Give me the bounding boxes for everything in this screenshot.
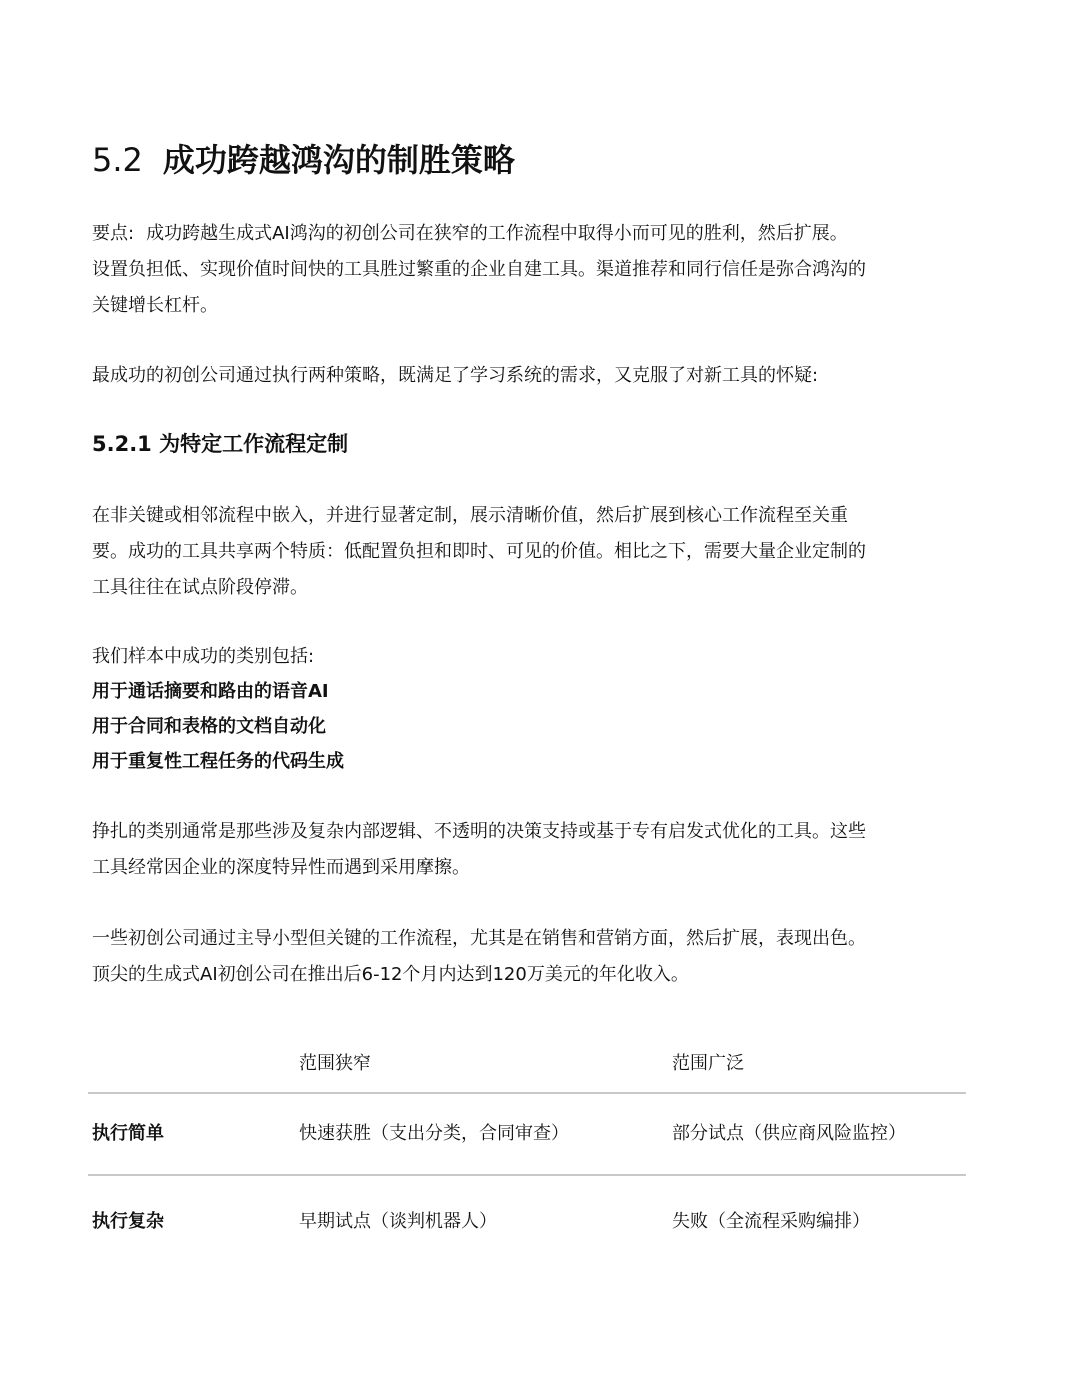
paragraph-line: 要。成功的工具共享两个特质：低配置负担和即时、可见的价值。相比之下，需要大量企业定制的 <box>92 541 866 562</box>
paragraph-line: 挣扎的类别通常是那些涉及复杂内部逻辑、不透明的决策支持或基于专有启发式优化的工具。这些 <box>92 821 866 842</box>
matrix-column-header: 范围广泛 <box>672 1053 744 1074</box>
section-number: 5.2 <box>92 141 143 179</box>
key-points-line: 关键增长杠杆。 <box>92 295 218 316</box>
struggling-paragraph <box>92 814 962 886</box>
matrix-divider <box>88 1092 966 1094</box>
paragraph-line: 在非关键或相邻流程中嵌入，并进行显著定制，展示清晰价值，然后扩展到核心工作流程至关重 <box>92 505 848 526</box>
paragraph-line: 一些初创公司通过主导小型但关键的工作流程，尤其是在销售和营销方面，然后扩展，表现出色。 <box>92 928 866 949</box>
matrix-row-header: 执行简单 <box>92 1123 164 1144</box>
matrix-cell: 早期试点（谈判机器人） <box>299 1211 497 1232</box>
subsection-title: 5.2.1 为特定工作流程定制 <box>92 432 349 456</box>
matrix-cell: 快速获胜（支出分类，合同审查） <box>299 1123 569 1144</box>
paragraph-line: 顶尖的生成式AI初创公司在推出后6-12个月内达到120万美元的年化收入。 <box>92 964 689 985</box>
outcomes-paragraph <box>92 921 962 993</box>
key-points-label: 要点: <box>92 223 135 244</box>
key-points-line: 成功跨越生成式AI鸿沟的初创公司在狭窄的工作流程中取得小而可见的胜利，然后扩展。 <box>146 223 848 244</box>
key-points-paragraph <box>92 216 962 324</box>
matrix-column-header: 范围狭窄 <box>299 1053 371 1074</box>
strategy-matrix-table <box>88 1044 966 1232</box>
success-category: 用于通话摘要和路由的语音AI <box>92 681 329 702</box>
key-points-line: 设置负担低、实现价值时间快的工具胜过繁重的企业自建工具。渠道推荐和同行信任是弥合鸿沟的 <box>92 259 866 280</box>
matrix-row <box>88 1114 966 1158</box>
matrix-cell: 失败（全流程采购编排） <box>672 1211 870 1232</box>
success-category: 用于合同和表格的文档自动化 <box>92 716 326 737</box>
success-category: 用于重复性工程任务的代码生成 <box>92 751 344 772</box>
matrix-header-row <box>88 1044 966 1088</box>
section-title <box>92 138 515 182</box>
section-heading: 成功跨越鸿沟的制胜策略 <box>162 141 515 179</box>
matrix-row-header: 执行复杂 <box>92 1211 164 1232</box>
matrix-cell: 部分试点（供应商风险监控） <box>672 1123 906 1144</box>
paragraph-line: 工具经常因企业的深度特异性而遇到采用摩擦。 <box>92 857 470 878</box>
intro-paragraph: 最成功的初创公司通过执行两种策略，既满足了学习系统的需求，又克服了对新工具的怀疑: <box>92 365 819 386</box>
categories-intro: 我们样本中成功的类别包括: <box>92 646 315 667</box>
matrix-row <box>88 1202 966 1246</box>
matrix-divider <box>88 1174 966 1176</box>
customization-paragraph <box>92 498 962 606</box>
paragraph-line: 工具往往在试点阶段停滞。 <box>92 577 308 598</box>
